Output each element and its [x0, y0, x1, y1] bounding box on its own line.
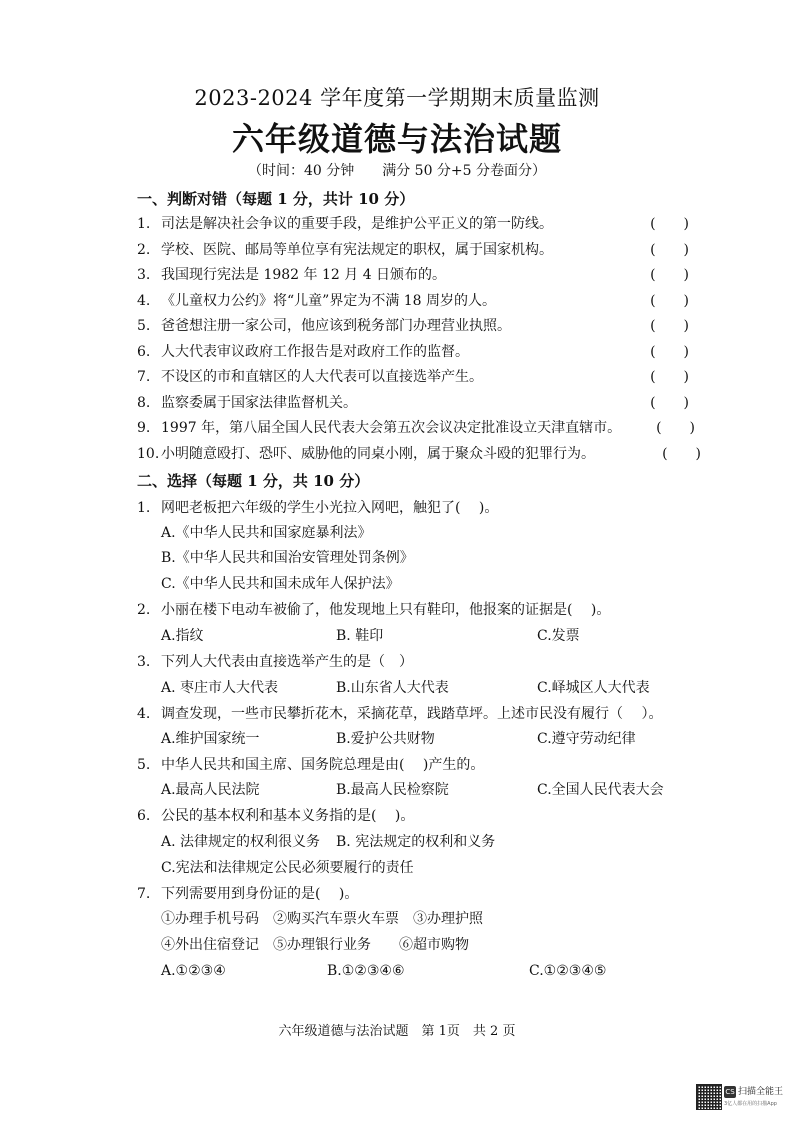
item-text: 司法是解决社会争议的重要手段，是维护公平正义的第一防线。: [161, 216, 553, 232]
option-c: C.发票: [537, 628, 580, 644]
answer-blank: ( ): [650, 241, 689, 258]
item-number: 10.: [137, 445, 160, 462]
question-number: 4.: [137, 706, 151, 722]
item-text: 《儿童权力公约》将“儿童”界定为不满 18 周岁的人。: [161, 292, 497, 309]
option-b: B.《中华人民共和国治安管理处罚条例》: [161, 550, 414, 566]
item-number: 4.: [137, 292, 151, 309]
option-b: B.山东省人大代表: [336, 680, 449, 696]
question-number: 1.: [137, 500, 151, 516]
question-number: 3.: [137, 654, 151, 670]
tf-item: [137, 391, 697, 415]
option-a: A.最高人民法院: [161, 782, 260, 798]
camscanner-logo-icon: CS: [725, 1088, 735, 1096]
option-a: A.《中华人民共和国家庭暴利法》: [161, 525, 372, 541]
question-text: 下列人大代表由直接选举产生的是（ ）: [161, 654, 413, 670]
tf-item: [137, 314, 697, 338]
item-number: 5.: [137, 318, 151, 334]
page-footer: 六年级道德与法治试题 第 1页 共 2 页: [278, 1024, 516, 1039]
option-c: C.全国人民代表大会: [537, 782, 664, 798]
question-text: 网吧老板把六年级的学生小光拉入网吧，触犯了( )。: [161, 500, 499, 516]
section-true-false-heading: 一、判断对错（每题 1 分，共计 10 分）: [137, 190, 415, 208]
answer-blank: ( ): [650, 216, 689, 232]
question-number: 7.: [137, 886, 151, 902]
statement-list-line-1: ①办理手机号码 ②购买汽车票火车票 ③办理护照: [161, 911, 483, 927]
option-a: A.①②③④: [161, 963, 226, 979]
exam-title: 六年级道德与法治试题: [231, 120, 562, 158]
question-text: 小丽在楼下电动车被偷了，他发现地上只有鞋印，他报案的证据是( )。: [161, 602, 611, 618]
tf-item: [137, 238, 697, 262]
option-c: C.《中华人民共和国未成年人保护法》: [161, 576, 400, 592]
exam-period-title: 2023-2024 学年度第一学期期末质量监测: [194, 86, 600, 110]
tf-item: [137, 416, 697, 440]
item-number: 6.: [137, 343, 151, 360]
item-text: 1997 年，第八届全国人民代表大会第五次会议决定批准设立天津直辖市。: [161, 420, 622, 436]
item-number: 2.: [137, 241, 151, 258]
scanner-app-name: 扫描全能王: [738, 1087, 784, 1097]
question-number: 5.: [137, 757, 151, 773]
answer-blank: ( ): [650, 267, 689, 283]
option-b: B. 宪法规定的权利和义务: [336, 834, 496, 850]
option-b: B.①②③④⑥: [327, 963, 405, 979]
statement-list-line-2: ④外出住宿登记 ⑤办理银行业务 ⑥超市购物: [161, 937, 469, 953]
scanner-tagline: 3亿人都在用的扫描App: [724, 1101, 777, 1107]
question-text: 调查发现，一些市民攀折花木，采摘花草，践踏草坪。上述市民没有履行（ ）。: [161, 706, 663, 722]
option-a: A.维护国家统一: [161, 731, 260, 747]
item-number: 8.: [137, 394, 151, 411]
tf-item: [137, 289, 697, 313]
answer-blank: ( ): [650, 343, 689, 360]
tf-item: [137, 442, 701, 466]
item-number: 7.: [137, 369, 151, 385]
answer-blank: ( ): [650, 318, 689, 334]
item-text: 监察委属于国家法律监督机关。: [161, 394, 357, 411]
item-number: 3.: [137, 267, 151, 283]
tf-item: [137, 263, 697, 287]
question-text: 公民的基本权利和基本义务指的是( )。: [161, 808, 415, 824]
option-c: C.峄城区人大代表: [537, 680, 650, 696]
option-c: C.①②③④⑤: [529, 963, 607, 979]
answer-blank: ( ): [662, 445, 701, 462]
question-text: 中华人民共和国主席、国务院总理是由( )产生的。: [161, 757, 485, 773]
option-a: A. 法律规定的权利很义务: [161, 834, 321, 850]
option-b: B.爱护公共财物: [336, 731, 435, 747]
option-b: B. 鞋印: [336, 628, 384, 644]
tf-item: [137, 340, 697, 364]
scanner-watermark: [696, 1082, 788, 1112]
answer-blank: ( ): [650, 369, 689, 385]
answer-blank: ( ): [650, 394, 689, 411]
option-a: A.指纹: [161, 628, 204, 644]
item-text: 小明随意殴打、恐吓、威胁他的同桌小刚，属于聚众斗殴的犯罪行为。: [161, 445, 595, 462]
answer-blank: ( ): [656, 420, 695, 436]
item-text: 爸爸想注册一家公司，他应该到税务部门办理营业执照。: [161, 318, 511, 334]
question-number: 2.: [137, 602, 151, 618]
tf-item: [137, 212, 697, 236]
item-text: 学校、医院、邮局等单位享有宪法规定的职权，属于国家机构。: [161, 241, 553, 258]
exam-info: （时间：40 分钟 满分 50 分+5 分卷面分）: [247, 163, 547, 179]
option-b: B.最高人民检察院: [336, 782, 449, 798]
item-number: 1.: [137, 216, 151, 232]
question-text: 下列需要用到身份证的是( )。: [161, 886, 359, 902]
question-number: 6.: [137, 808, 151, 824]
item-number: 9.: [137, 420, 151, 436]
tf-item: [137, 365, 697, 389]
option-c: C.遵守劳动纪律: [537, 731, 636, 747]
answer-blank: ( ): [650, 292, 689, 309]
option-a: A. 枣庄市人大代表: [161, 680, 279, 696]
item-text: 不设区的市和直辖区的人大代表可以直接选举产生。: [161, 369, 483, 385]
qr-code-icon: [696, 1084, 722, 1110]
option-c: C.宪法和法律规定公民必须要履行的责任: [161, 860, 414, 876]
item-text: 人大代表审议政府工作报告是对政府工作的监督。: [161, 343, 469, 360]
item-text: 我国现行宪法是 1982 年 12 月 4 日颁布的。: [161, 267, 447, 283]
section-choice-heading: 二、选择（每题 1 分，共 10 分）: [137, 472, 370, 490]
